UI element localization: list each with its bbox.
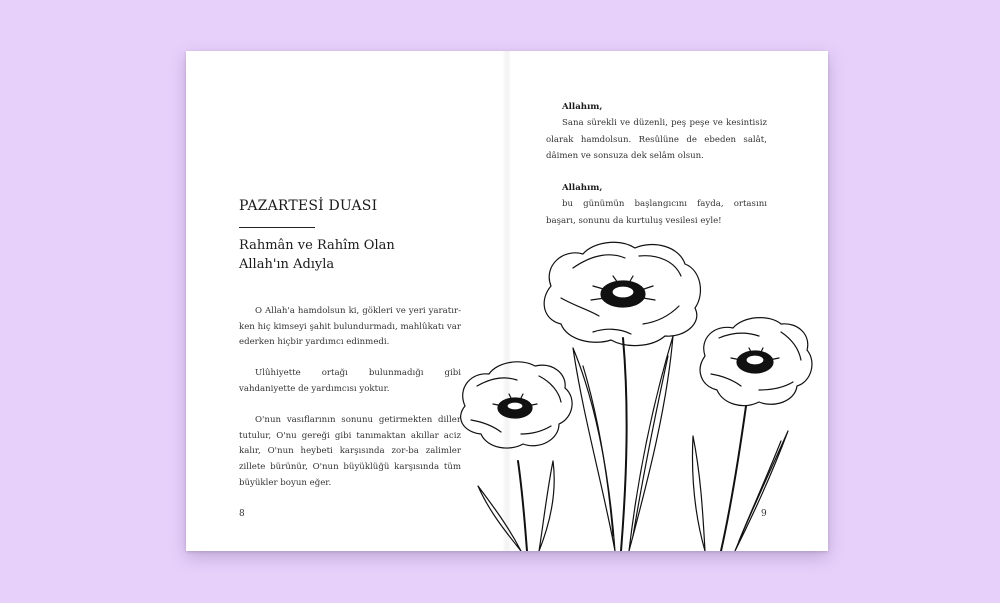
body-paragraph: Sana sürekli ve düzenli, peş peşe ve kesintisiz olarak hamdolsun. Resûlüne de ebeden salât, dâimen ve sonsuza dek selâm olsun. [546,118,767,161]
body-paragraph: O'nun vasıflarının sonunu getirmekten diller tutulur, O'nu gereği gibi tanımaktan akıllar aciz kalır, O'nun heybeti karşısında zor-ba zalimler zillete bürünür, O'nun büyüklüğü karşısında tüm büyükler boyun eğer. [239,415,461,488]
title-divider [239,227,315,228]
invocation-heading: Allahım, [562,102,603,112]
prayer-title: PAZARTESİ DUASI [239,198,378,214]
body-paragraph: O Allah'a hamdolsun ki, gökleri ve yeri yaratır-ken hiç kimseyi şahit bulundurmadı, mahlûkatı var ederken hiçbir yardımcı edinmedi. [239,306,461,348]
prayer-continuation [546,99,767,245]
poppy-illustration [443,236,828,551]
invocation-heading: Allahım, [562,183,603,194]
subtitle-line: Allah'ın Adıyla [239,257,335,272]
page-number-left: 8 [239,509,245,519]
page-number-right: 9 [761,509,767,519]
prayer-body [239,304,461,507]
open-book [186,51,828,551]
body-paragraph: Ulûhiyette ortağı bulunmadığı gibi vahdaniyette de yardımcısı yoktur. [239,368,461,394]
body-paragraph: bu günümün başlangıcını fayda, ortasını başarı, sonunu da kurtuluş vesilesi eyle! [546,199,767,226]
prayer-subtitle [239,236,439,274]
subtitle-line: Rahmân ve Rahîm Olan [239,238,395,253]
